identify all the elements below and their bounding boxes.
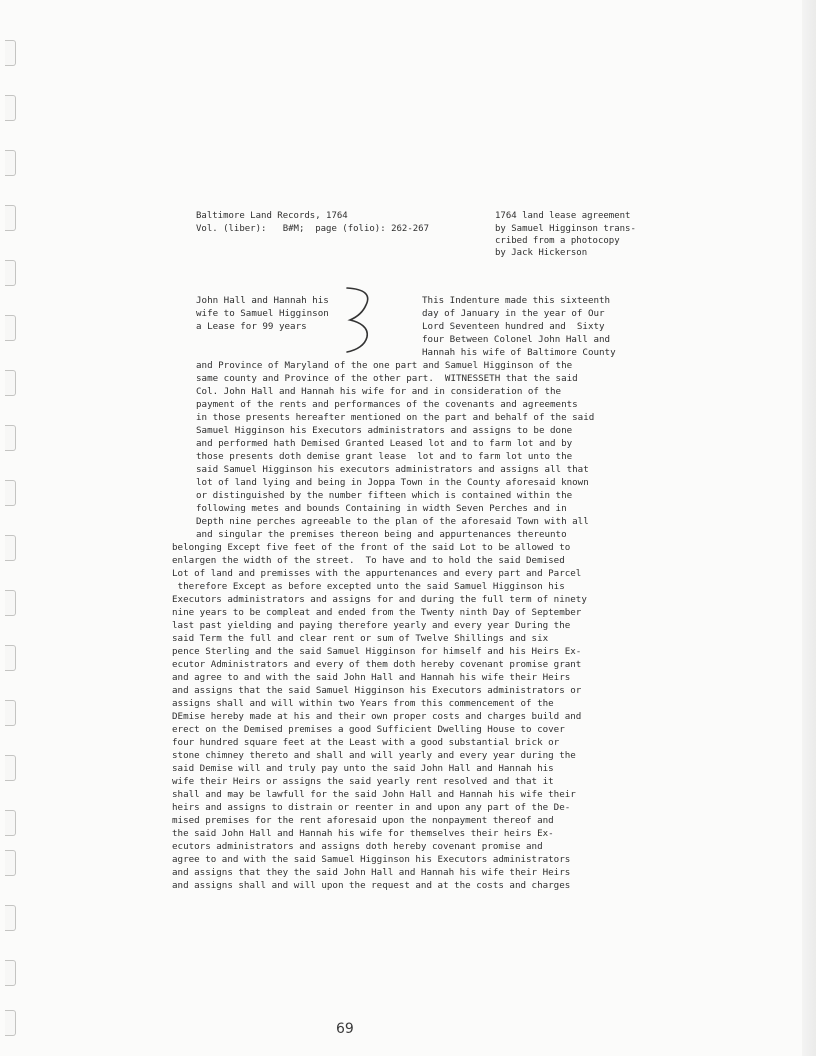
title-line: a Lease for 99 years [196,321,307,332]
title-line: wife to Samuel Higginson [196,308,329,319]
binder-tab [5,960,16,986]
body-line: said Demise will and truly pay unto the said John Hall and Hannah his [172,763,554,774]
body-line: agree to and with the said Samuel Higginson his Executors administrators [172,854,571,865]
body-line: those presents doth demise grant lease lot and to farm lot unto the [196,451,573,462]
binder-tab [5,480,16,506]
body-line: heirs and assigns to distrain or reenter in and upon any part of the De- [172,802,571,813]
body-line: four hundred square feet at the Least with a good substantial brick or [172,737,560,748]
binder-tab [5,370,16,396]
binder-tab [5,700,16,726]
header-note-line: by Samuel Higginson trans- [495,224,636,234]
title-line: John Hall and Hannah his [196,295,329,306]
body-line: wife their Heirs or assigns the said yearly rent resolved and that it [172,776,554,787]
body-line: in those presents hereafter mentioned on the part and behalf of the said [196,412,595,423]
binder-tab [5,590,16,616]
body-line: therefore Except as before excepted unto the said Samuel Higginson his [172,581,565,592]
header-citation-line1: Baltimore Land Records, 1764 [196,211,348,221]
body-line: the said John Hall and Hannah his wife for themselves their heirs Ex- [172,828,554,839]
body-line: said Samuel Higginson his executors administrators and assigns all that [196,464,589,475]
body-line: nine years to be compleat and ended from the Twenty ninth Day of September [172,607,582,618]
body-line: mised premises for the rent aforesaid upon the nonpayment thereof and [172,815,554,826]
body-line: payment of the rents and performances of the covenants and agreements [196,399,578,410]
header-note-line: cribed from a photocopy [495,236,620,246]
binder-tab [5,150,16,176]
body-line: and Province of Maryland of the one part and Samuel Higginson of the [196,360,573,371]
body-line: and agree to and with the said John Hall and Hannah his wife their Heirs [172,672,571,683]
header-citation-line2: Vol. (liber): B#M; page (folio): 262-267 [196,224,429,234]
body-line: shall and may be lawfull for the said John Hall and Hannah his wife their [172,789,576,800]
binder-tab [5,40,16,66]
body-line: pence Sterling and the said Samuel Higginson for himself and his Heirs Ex- [172,646,582,657]
body-line: same county and Province of the other part. WITNESSETH that the said [196,373,578,384]
body-line: Lot of land and premisses with the appurtenances and every part and Parcel [172,568,582,579]
body-line: and performed hath Demised Granted Leased lot and to farm lot and by [196,438,573,449]
binder-tab [5,425,16,451]
body-line: Depth nine perches agreeable to the plan of the aforesaid Town with all [196,516,589,527]
handwritten-brace [343,285,383,357]
binder-tab [5,205,16,231]
body-line: ecutors administrators and assigns doth hereby covenant promise and [172,841,543,852]
body-line: Col. John Hall and Hannah his wife for and in consideration of the [196,386,562,397]
binder-tab [5,850,16,876]
binder-tab [5,95,16,121]
opening-line: This Indenture made this sixteenth [422,295,611,306]
page-edge [802,0,816,1056]
binder-tab [5,315,16,341]
binder-tab [5,260,16,286]
body-line: DEmise hereby made at his and their own proper costs and charges build and [172,711,582,722]
opening-line: Lord Seventeen hundred and Sixty [422,321,605,332]
page-number: 69 [336,1021,354,1037]
binder-tab [5,645,16,671]
opening-line: four Between Colonel John Hall and [422,334,611,345]
body-line: belonging Except five feet of the front of the said Lot to be allowed to [172,542,571,553]
binder-tab [5,755,16,781]
body-line: said Term the full and clear rent or sum of Twelve Shillings and six [172,633,549,644]
opening-line: day of January in the year of Our [422,308,605,319]
body-line: Samuel Higginson his Executors administrators and assigns to be done [196,425,573,436]
binder-tab [5,810,16,836]
body-line: assigns shall and will within two Years from this commencement of the [172,698,554,709]
header-note-line: by Jack Hickerson [495,248,588,258]
body-line: Executors administrators and assigns for and during the full term of ninety [172,594,587,605]
body-line: or distinguished by the number fifteen which is contained within the [196,490,573,501]
body-line: and assigns that the said Samuel Higginson his Executors administrators or [172,685,582,696]
body-line: and singular the premises thereon being and appurtenances thereunto [196,529,567,540]
body-line: and assigns that they the said John Hall and Hannah his wife their Heirs [172,867,571,878]
binder-tab [5,1010,16,1036]
body-line: ecutor Administrators and every of them doth hereby covenant promise grant [172,659,582,670]
body-line: following metes and bounds Containing in width Seven Perches and in [196,503,567,514]
body-line: enlargen the width of the street. To have and to hold the said Demised [172,555,565,566]
body-line: and assigns shall and will upon the request and at the costs and charges [172,880,571,891]
header-note-line: 1764 land lease agreement [495,211,631,221]
body-line: lot of land lying and being in Joppa Town in the County aforesaid known [196,477,589,488]
binder-tab [5,535,16,561]
body-line: stone chimney thereto and shall and will yearly and every year during the [172,750,576,761]
opening-line: Hannah his wife of Baltimore County [422,347,616,358]
body-line: erect on the Demised premises a good Sufficient Dwelling House to cover [172,724,565,735]
binder-tab [5,905,16,931]
body-line: last past yielding and paying therefore yearly and every year During the [172,620,571,631]
